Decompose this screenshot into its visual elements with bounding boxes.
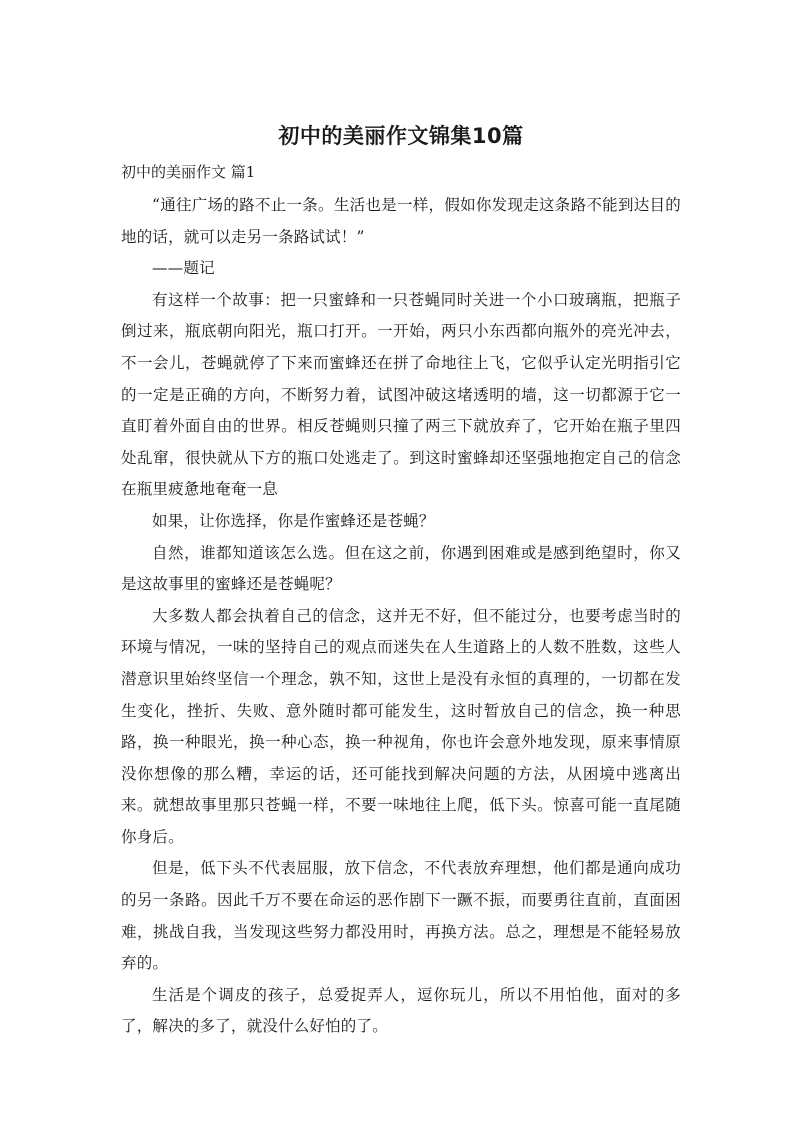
paragraph-reflection: 自然，谁都知道该怎么选。但在这之前，你遇到困难或是感到绝望时，你又是这故事里的蜜蜂还是苍蝇呢？ — [121, 543, 681, 594]
document-title: 初中的美丽作文锦集10篇 — [278, 124, 524, 148]
paragraph-ideal: 但是，低下头不代表屈服，放下信念，不代表放弃理想，他们都是通向成功的另一条路。因此千万不要在命运的恶作剧下一蹶不振，而要勇往直前，直面困难，挑战自我，当发现这些努力都没用时，再换方法。总之，理想是不能轻易放弃的。 — [121, 859, 681, 973]
paragraph-belief: 大多数人都会执着自己的信念，这并无不好，但不能过分，也要考虑当时的环境与情况，一味的坚持自己的观点而迷失在人生道路上的人数不胜数，这些人潜意识里始终坚信一个理念，孰不知，这世上是没有永恒的真理的，一切都在发生变化，挫折、失败、意外随时都可能发生，这时暂放自己的信念，换一种思路，换一种眼光，换一种心态，换一种视角，你也许会意外地发现，原来事情原没你想像的那么糟，幸运的话，还可能找到解决问题的方法，从困境中逃离出来。就想故事里那只苍蝇一样，不要一味地往上爬，低下头。惊喜可能一直尾随你身后。 — [121, 606, 681, 846]
paragraph-conclusion: 生活是个调皮的孩子，总爱捉弄人，逗你玩儿，所以不用怕他，面对的多了，解决的多了，就没什么好怕的了。 — [121, 985, 681, 1036]
paragraph-story: 有这样一个故事：把一只蜜蜂和一只苍蝇同时关进一个小口玻璃瓶，把瓶子倒过来，瓶底朝向阳光，瓶口打开。一开始，两只小东西都向瓶外的亮光冲去，不一会儿，苍蝇就停了下来而蜜蜂还在拼了命地往上飞，它似乎认定光明指引它的一定是正确的方向，不断努力着，试图冲破这堵透明的墙，这一切都源于它一直盯着外面自由的世界。相反苍蝇则只撞了两三下就放弃了，它开始在瓶子里四处乱窜，很快就从下方的瓶口处逃走了。到这时蜜蜂却还坚强地抱定自己的信念在瓶里疲惫地奄奄一息 — [121, 290, 681, 499]
paragraph-epigraph: “通往广场的路不止一条。生活也是一样，假如你发现走这条路不能到达目的地的话，就可以走另一条路试试！” — [121, 196, 681, 246]
document-page — [121, 122, 681, 1043]
paragraph-question: 如果，让你选择，你是作蜜蜂还是苍蝇？ — [152, 511, 435, 530]
section-heading: 初中的美丽作文 篇1 — [121, 163, 256, 181]
paragraph-epigraph-note: ——题记 — [152, 259, 215, 278]
